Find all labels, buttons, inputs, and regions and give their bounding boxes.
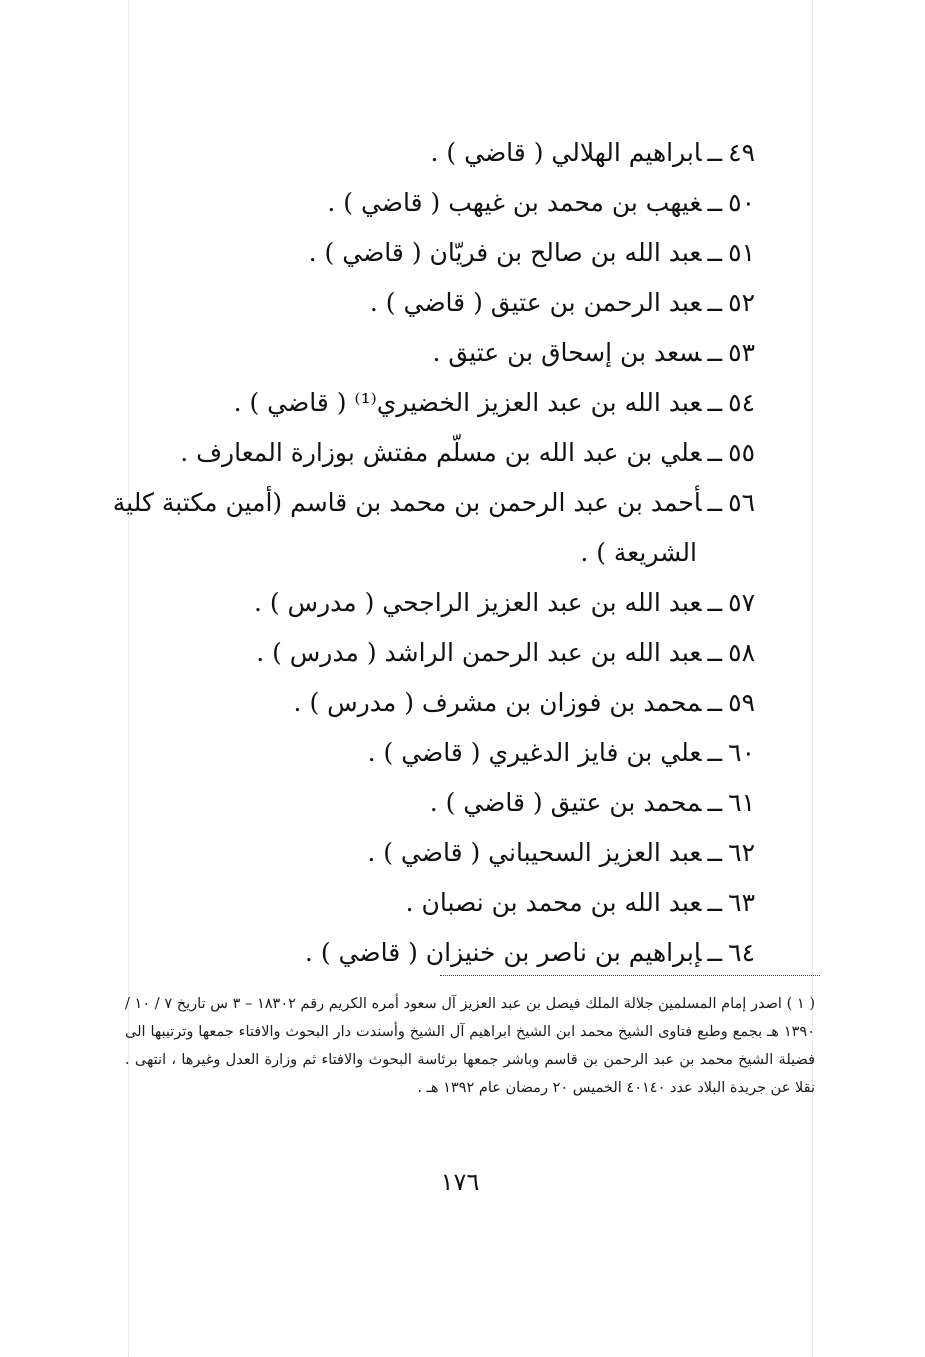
page-number: ١٧٦ [440,1168,480,1196]
list-item: ٥٧ــعبد الله بن عبد العزيز الراجحي ( مدرس ) . [253,588,755,617]
list-item: ٥٥ــعلي بن عبد الله بن مسلّم مفتش بوزارة المعارف . [180,438,755,467]
list-item: ٥٣ــسعد بن إسحاق بن عتيق . [432,338,755,367]
list-item: ٥٩ــمحمد بن فوزان بن مشرف ( مدرس ) . [293,688,755,717]
list-item: ٥٦ــأحمد بن عبد الرحمن بن محمد بن قاسم (أمين مكتبة كلية الشريعة ) . [115,478,755,578]
scan-artifact-right [812,0,814,1357]
list-item: ٥٠ــغيهب بن محمد بن غيهب ( قاضي ) . [327,188,755,217]
footnote [125,990,815,1102]
list-item: ٥٢ــعبد الرحمن بن عتيق ( قاضي ) . [369,288,755,317]
list-item: ٥٤ــعبد الله بن عبد العزيز الخضيري⁽¹⁾ ( قاضي ) . [233,388,755,417]
list-item: ٦٠ــعلي بن فايز الدغيري ( قاضي ) . [367,738,755,767]
list-item: ٦٣ــعبد الله بن محمد بن نصبان . [405,888,755,917]
list-item: ٥١ــعبد الله بن صالح بن فريّان ( قاضي ) . [308,238,755,267]
names-list [112,128,755,978]
footnote-divider [440,975,820,976]
list-item: ٦١ــمحمد بن عتيق ( قاضي ) . [429,788,755,817]
list-item: ٥٨ــعبد الله بن عبد الرحمن الراشد ( مدرس ) . [256,638,755,667]
list-item: ٦٤ــإبراهيم بن ناصر بن خنيزان ( قاضي ) . [304,938,755,967]
list-item: ٦٢ــعبد العزيز السحيباني ( قاضي ) . [367,838,755,867]
list-item-continuation: الشريعة ) . [580,538,697,567]
footnote-text: ( ١ ) اصدر إمام المسلمين جلالة الملك فيصل بن عبد العزيز آل سعود أمره الكريم رقم ١٨٣٠٢ – ٣ س تاريخ ٧ / ١٠ / ١٣٩٠ هـ بجمع وطبع فتاوى الشيخ محمد ابن الشيخ ابراهيم آل الشيخ وأسندت دار البحوث والافتاء جمعها وترتيبها الى فضيلة الشيخ محمد بن عبد الرحمن بن قاسم وباشر جمعها برئاسة البحوث والافتاء ثم وزارة العدل وغيرها ، انتهى . نقلا عن جريدة البلاد عدد ٤٠١٤٠ الخميس ٢٠ رمضان عام ١٣٩٢ هـ . [125,996,815,1096]
list-item: ٤٩ــابراهيم الهلالي ( قاضي ) . [430,138,755,167]
